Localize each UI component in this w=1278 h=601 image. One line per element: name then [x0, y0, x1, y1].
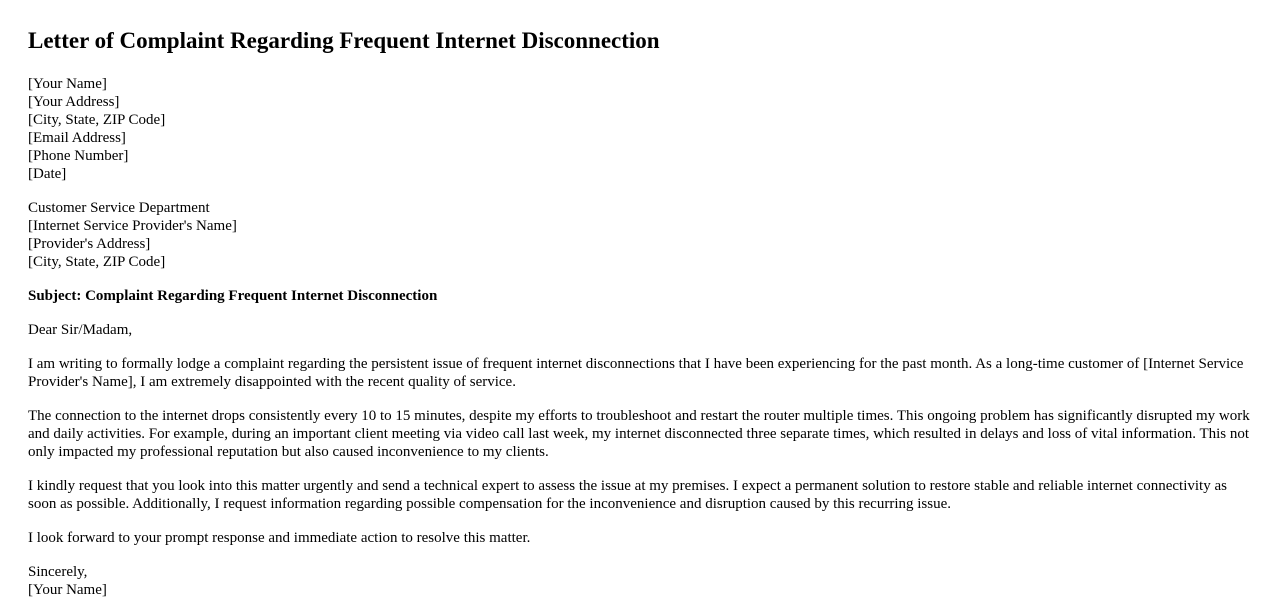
sender-address: [Your Address]: [28, 94, 120, 110]
sender-name: [Your Name]: [28, 76, 107, 92]
body-paragraph-4: I look forward to your prompt response and immediate action to resolve this matter.: [28, 530, 531, 546]
sender-email: [Email Address]: [28, 130, 126, 146]
subject-line: Subject: Complaint Regarding Frequent Internet Disconnection: [28, 288, 438, 304]
recipient-provider-name: [Internet Service Provider's Name]: [28, 218, 237, 234]
recipient-address-block: [28, 199, 1250, 271]
body-paragraph-1: I am writing to formally lodge a complaint regarding the persistent issue of frequent internet disconnections that I have been experiencing for the past month. As a long-time customer of [Internet Service Provider's Name], I am extremely disappointed with the recent quality of service.: [28, 356, 1244, 390]
body-paragraph-3: I kindly request that you look into this matter urgently and send a technical expert to assess the issue at my premises. I expect a permanent solution to restore stable and reliable internet connectivity as soon as possible. Additionally, I request information regarding possible compensation for the inconvenience and disruption caused by this recurring issue.: [28, 478, 1227, 512]
sender-address-block: [28, 75, 1250, 183]
salutation: Dear Sir/Madam,: [28, 322, 133, 338]
letter-date: [Date]: [28, 166, 67, 182]
recipient-provider-address: [Provider's Address]: [28, 236, 151, 252]
valediction: Sincerely,: [28, 564, 88, 580]
recipient-city: [City, State, ZIP Code]: [28, 254, 166, 270]
sender-phone: [Phone Number]: [28, 148, 129, 164]
page-title: Letter of Complaint Regarding Frequent Internet Disconnection: [28, 28, 660, 53]
recipient-department: Customer Service Department: [28, 200, 210, 216]
signature: [Your Name]: [28, 582, 107, 598]
body-paragraph-2: The connection to the internet drops consistently every 10 to 15 minutes, despite my efforts to troubleshoot and restart the router multiple times. This ongoing problem has significantly disrupted my work and daily activities. For example, during an important client meeting via video call last week, my internet disconnected three separate times, which resulted in delays and loss of vital information. This not only impacted my professional reputation but also caused inconvenience to my clients.: [28, 408, 1250, 460]
sender-city: [City, State, ZIP Code]: [28, 112, 166, 128]
closing-block: [28, 563, 1250, 599]
